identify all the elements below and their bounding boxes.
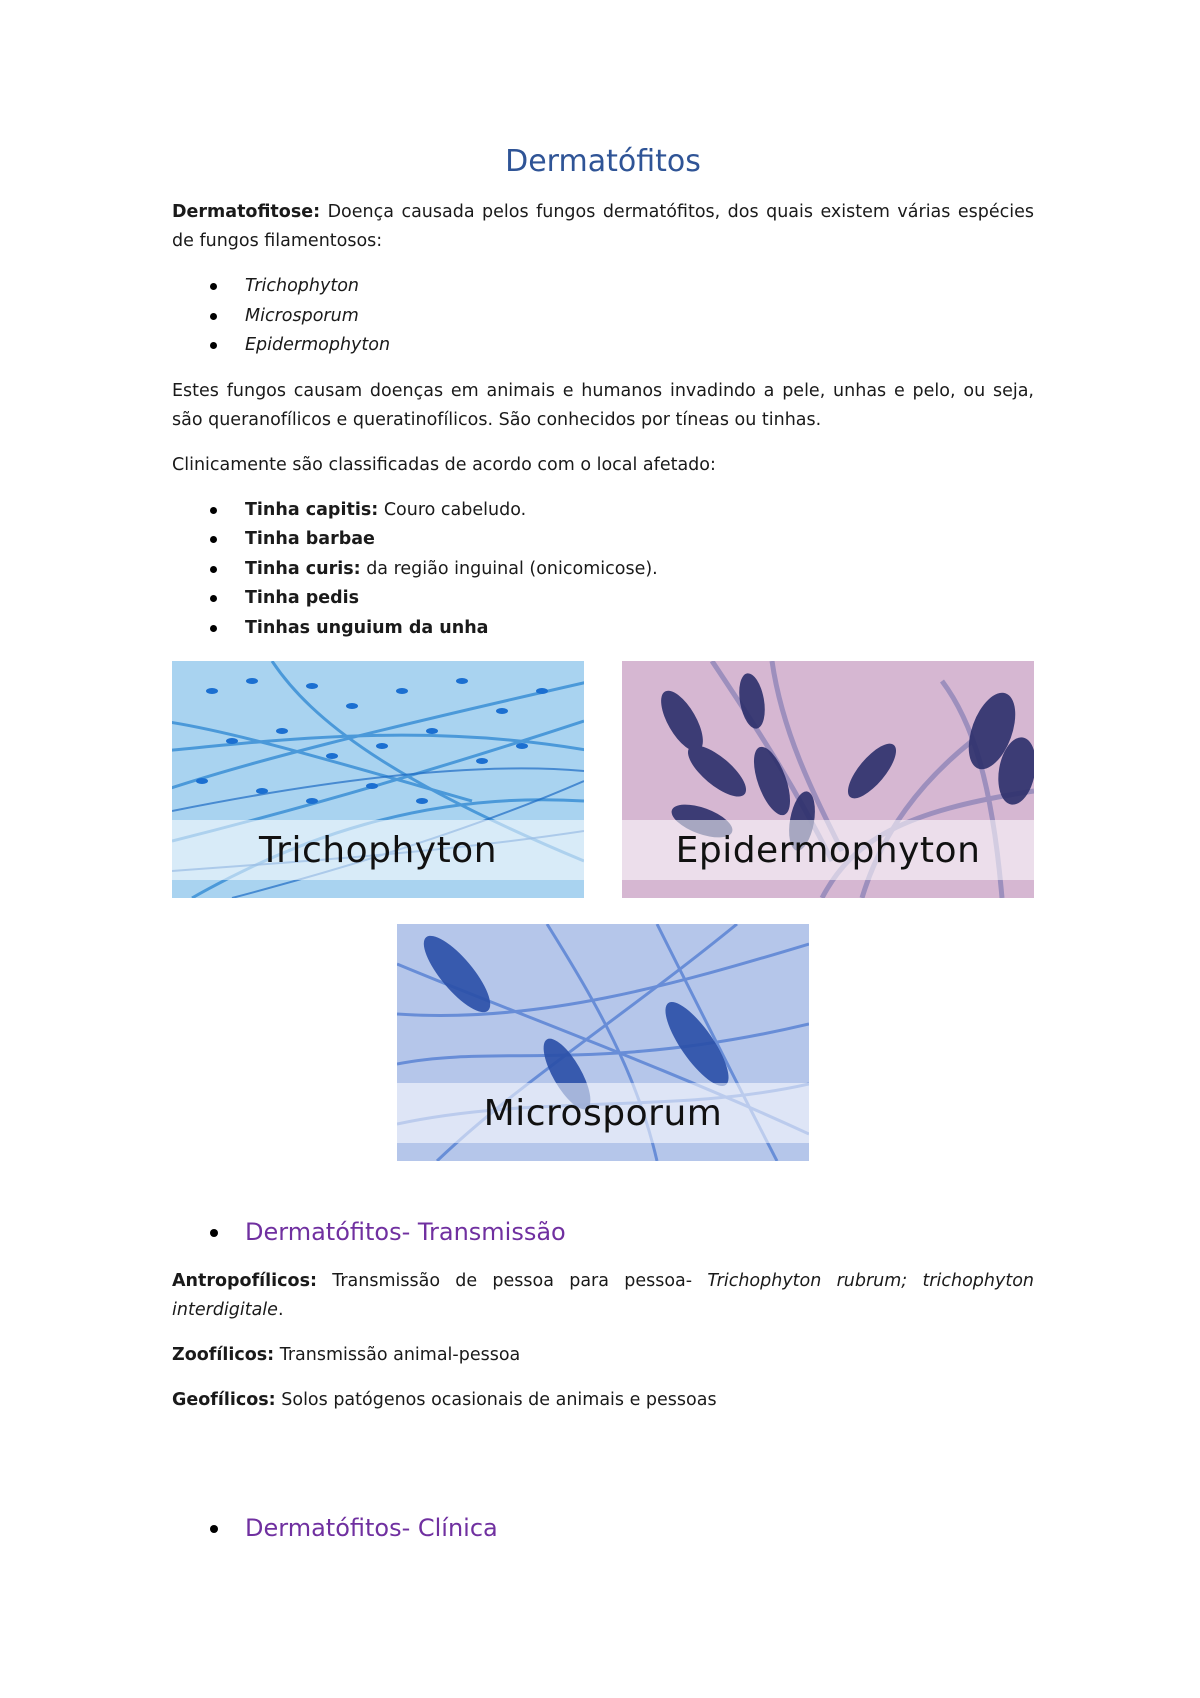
tinha-label: Tinha pedis xyxy=(245,588,360,608)
antropofilicos-end: . xyxy=(277,1300,284,1320)
antropofilicos-text: Transmissão de pessoa para pessoa- xyxy=(317,1271,708,1291)
tinha-text: da região inguinal (onicomicose). xyxy=(360,558,658,579)
epidermophyton-image xyxy=(622,661,1034,898)
epidermophyton-caption: Epidermophyton xyxy=(622,820,1034,880)
antropofilicos-species: Trichophyton rubrum; trichophyton interdigitale xyxy=(172,1271,1035,1320)
trichophyton-caption: Trichophyton xyxy=(172,820,584,880)
tinha-label: Tinhas unguium da unha xyxy=(245,617,489,638)
antropofilicos-paragraph xyxy=(172,1267,1034,1325)
list-item xyxy=(245,555,1034,585)
zoofilicos-label: Zoofílicos: xyxy=(172,1345,275,1365)
tinha-label: Tinha curis: xyxy=(245,558,361,579)
geofilicos-label: Geofílicos: xyxy=(172,1390,276,1410)
genus-name: Trichophyton xyxy=(245,276,360,296)
geofilicos-text: Solos patógenos ocasionais de animais e pessoas xyxy=(275,1390,717,1410)
list-item xyxy=(245,331,1034,361)
microsporum-caption: Microsporum xyxy=(397,1083,809,1143)
list-item xyxy=(245,584,1034,614)
tinha-label: Tinha barbae xyxy=(245,529,375,549)
list-item xyxy=(245,302,1034,332)
section-heading-transmissao: Dermatófitos- Transmissão xyxy=(172,1215,1034,1249)
tinha-text: Couro cabeludo. xyxy=(378,499,527,520)
description-paragraph: Estes fungos causam doenças em animais e humanos invadindo a pele, unhas e pelo, ou seja, são queranofílicos e queratinofílicos. São conhecidos por tíneas ou tinhas. xyxy=(172,380,1034,430)
tinha-label: Tinha capitis: xyxy=(245,499,379,520)
document-content xyxy=(172,140,1034,1563)
image-center-row xyxy=(172,924,1034,1161)
page-title: Dermatófitos xyxy=(505,144,701,179)
list-item xyxy=(245,272,1034,302)
zoofilicos-paragraph xyxy=(172,1341,1034,1370)
image-row xyxy=(172,661,1034,898)
trichophyton-image xyxy=(172,661,584,898)
list-item xyxy=(245,614,1034,644)
intro-text: Doença causada pelos fungos dermatófitos, dos quais existem várias espécies de fungos filamentosos: xyxy=(172,202,1034,251)
list-item xyxy=(245,525,1034,555)
intro-label: Dermatofitose: xyxy=(172,202,321,222)
microsporum-image xyxy=(397,924,809,1161)
intro-paragraph xyxy=(172,198,1034,256)
section-heading-clinica: Dermatófitos- Clínica xyxy=(172,1511,1034,1545)
genus-name: Epidermophyton xyxy=(245,335,391,355)
geofilicos-paragraph xyxy=(172,1386,1034,1415)
tinhas-list xyxy=(172,496,1034,644)
zoofilicos-text: Transmissão animal-pessoa xyxy=(274,1345,521,1365)
antropofilicos-label: Antropofílicos: xyxy=(172,1271,317,1291)
classification-paragraph: Clinicamente são classificadas de acordo com o local afetado: xyxy=(172,454,716,475)
genera-list xyxy=(172,272,1034,361)
genus-name: Microsporum xyxy=(245,305,359,326)
list-item xyxy=(245,496,1034,526)
